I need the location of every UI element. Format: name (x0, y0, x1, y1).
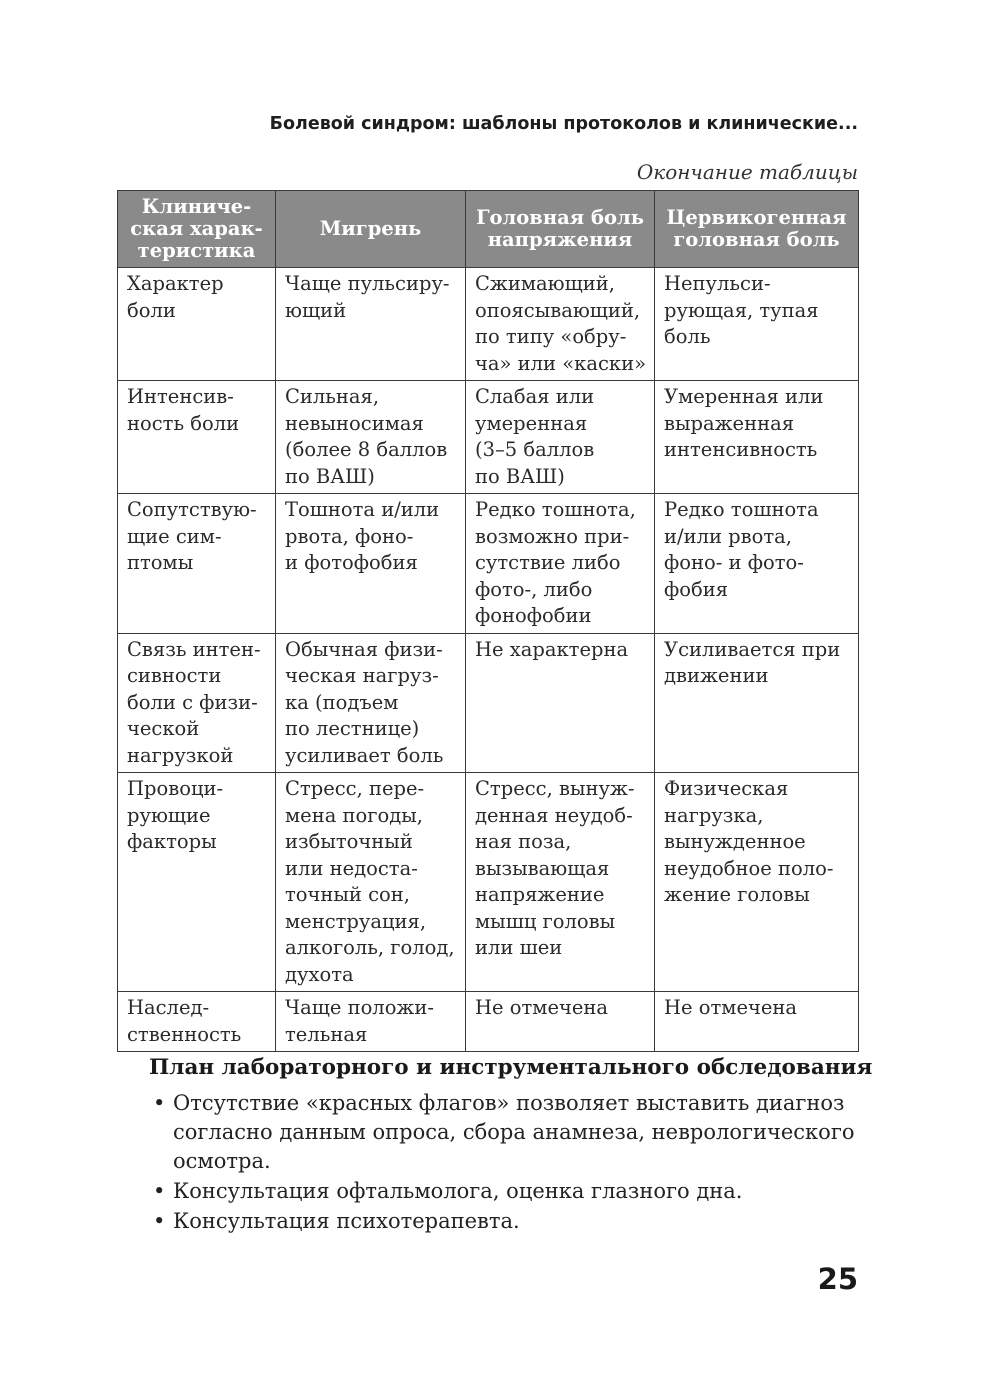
table-cell: Не отмечена (655, 992, 859, 1052)
table-cell: Непульси- рующая, тупая боль (655, 268, 859, 381)
table-cell: Тошнота и/или рвота, фоно- и фотофобия (276, 494, 466, 634)
list-item (117, 1177, 877, 1206)
table-cell: Сопутствую- щие сим- птомы (118, 494, 276, 634)
bullet-icon: • (153, 1179, 166, 1203)
table-row (118, 992, 859, 1052)
table-cell: Сжимающий, опоясывающий, по типу «обру- ча» или «каски» (466, 268, 655, 381)
table-cell: Усиливается при движении (655, 633, 859, 773)
table-cell: Характер боли (118, 268, 276, 381)
list-item-text: Отсутствие «красных флагов» позволяет выставить диагноз согласно данным опроса, сбора анамнеза, неврологического осмотра. (173, 1091, 855, 1173)
table-cell: Стресс, вынуж- денная неудоб- ная поза, вызывающая напряжение мышц головы или шеи (466, 773, 655, 992)
table-row (118, 773, 859, 992)
list-item-text: Консультация офтальмолога, оценка глазного дна. (173, 1179, 743, 1203)
table-cell: Умеренная или выраженная интенсивность (655, 381, 859, 494)
table-header-row (118, 191, 859, 268)
table-cell: Связь интен- сивности боли с физи- ческой нагрузкой (118, 633, 276, 773)
list-item (117, 1207, 877, 1236)
list-item-text: Консультация психотерапевта. (173, 1209, 520, 1233)
table-cell: Провоци- рующие факторы (118, 773, 276, 992)
section-heading: План лабораторного и инструментального обследования (149, 1055, 873, 1080)
table-row (118, 381, 859, 494)
bullet-icon: • (153, 1209, 166, 1233)
header-cervicogenic-headache: Цервикогенная головная боль (655, 191, 859, 268)
table-cell: Не отмечена (466, 992, 655, 1052)
table-row (118, 494, 859, 634)
running-header: Болевой синдром: шаблоны протоколов и клинические... (269, 114, 858, 134)
table-row (118, 268, 859, 381)
table-caption: Окончание таблицы (636, 160, 858, 184)
header-migraine: Мигрень (276, 191, 466, 268)
table-cell: Интенсив- ность боли (118, 381, 276, 494)
table-cell: Сильная, невыносимая (более 8 баллов по ВАШ) (276, 381, 466, 494)
table-cell: Чаще положи- тельная (276, 992, 466, 1052)
table-row (118, 633, 859, 773)
plan-list (117, 1089, 877, 1236)
header-characteristic: Клиниче- ская харак- теристика (118, 191, 276, 268)
table-cell: Обычная физи- ческая нагруз- ка (подъем по лестнице) усиливает боль (276, 633, 466, 773)
list-item (117, 1089, 877, 1176)
page-number: 25 (817, 1262, 858, 1296)
comparison-table (117, 190, 859, 1052)
table-cell: Наслед- ственность (118, 992, 276, 1052)
table-cell: Редко тошнота и/или рвота, фоно- и фото- фобия (655, 494, 859, 634)
table-cell: Не характерна (466, 633, 655, 773)
table-cell: Физическая нагрузка, вынужденное неудобное поло- жение головы (655, 773, 859, 992)
table-cell: Редко тошнота, возможно при- сутствие либо фото-, либо фонофобии (466, 494, 655, 634)
examination-plan (117, 1053, 877, 1237)
header-tension-headache: Головная боль напряжения (466, 191, 655, 268)
table-cell: Слабая или умеренная (3–5 баллов по ВАШ) (466, 381, 655, 494)
bullet-icon: • (153, 1091, 166, 1115)
table-cell: Чаще пульсиру- ющий (276, 268, 466, 381)
table-cell: Стресс, пере- мена погоды, избыточный или недоста- точный сон, менструация, алкоголь, голод, духота (276, 773, 466, 992)
